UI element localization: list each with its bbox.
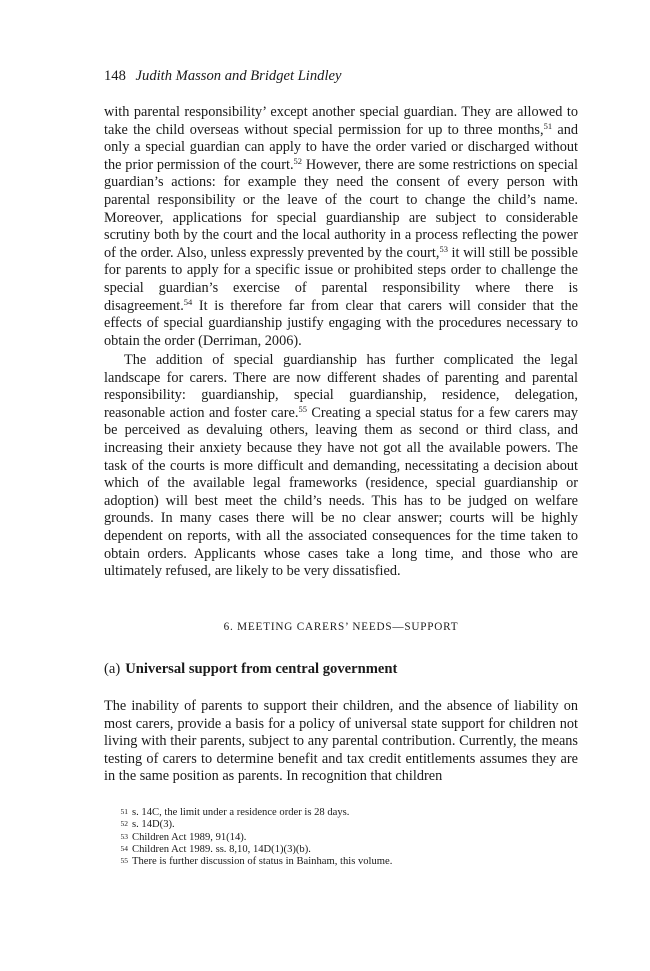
- footnote-52: [112, 819, 572, 831]
- subsection-title: Universal support from central government: [125, 661, 398, 677]
- footnote-ref-52[interactable]: 52: [293, 155, 303, 166]
- footnote-text: There is further discussion of status in Bainham, this volume.: [132, 856, 393, 868]
- footnote-number: 52: [120, 819, 128, 829]
- paragraph-1-text-3: However, there are some restrictions on special guardian’s actions: for example they need the consent of every person with parental responsibility or the leave of the court to change the child’s name. Moreover, applications for special guardianship are subject to considerable scrutiny both by the court and the local authority in a process reflecting the power of the order. Also, unless expressly prevented by the court,: [104, 156, 578, 261]
- paragraph-1-text-2: and only a special guardian can apply to have the order varied or discharged without the prior permission of the court.: [104, 121, 578, 173]
- section-heading: 6. MEETING CARERS’ NEEDS—SUPPORT: [223, 621, 459, 633]
- footnote-ref-55[interactable]: 55: [298, 403, 307, 414]
- footnote-text: Children Act 1989, 91(14).: [132, 831, 247, 843]
- footnote-text: s. 14C, the limit under a residence order is 28 days.: [132, 807, 350, 818]
- body-paragraph-2: [104, 352, 578, 581]
- footnote-51: [112, 807, 572, 819]
- footnote-text: Children Act 1989. ss. 8,10, 14D(1)(3)(b).: [132, 843, 311, 855]
- footnotes: [112, 807, 572, 868]
- paragraph-1-text-1: with parental responsibility’ except another special guardian. They are allowed to take the child overseas without special permission for up to three months,: [104, 104, 578, 138]
- running-header: [104, 67, 341, 85]
- paragraph-2-text-1: The addition of special guardianship has further complicated the legal landscape for carers. There are now different shades of parenting and parental responsibility: guardianship, special guardianship, residence, delegation, reasonable action and foster care.: [104, 352, 578, 421]
- footnote-number: 54: [120, 843, 128, 853]
- footnote-55: [112, 856, 572, 868]
- footnote-ref-54[interactable]: 54: [183, 296, 193, 307]
- subsection-heading: [104, 660, 397, 678]
- footnote-number: 51: [120, 807, 128, 816]
- paragraph-2-text-2: Creating a special status for a few carers may be perceived as devaluing others, leaving them as second or third class, and increasing their anxiety because they have not got all the available powers. The task of the courts is more difficult and demanding, necessitating a decision about which of the available legal frameworks (residence, special guardianship or adoption) will best meet the child’s needs. This has to be judged on welfare grounds. In many cases there will be no clear answer; courts will be highly dependent on reports, with all the associated consequences for the time taken to obtain orders. Applicants whose cases take a long time, and those who are ultimately refused, are likely to be very dissatisfied.: [104, 404, 579, 580]
- running-header-authors: Judith Masson and Bridget Lindley: [135, 68, 342, 84]
- page-number: 148: [104, 68, 126, 84]
- footnote-ref-51[interactable]: 51: [543, 120, 553, 131]
- subsection-label: (a): [104, 661, 121, 677]
- footnote-54: [112, 844, 572, 856]
- body-paragraph-3: The inability of parents to support their children, and the absence of liability on most carers, provide a basis for a policy of universal state support for children not living with their parents, subject to any parental contribution. Currently, the means testing of carers to determine benefit and tax credit entitlements assumes they are in the same position as parents. In recognition that children: [104, 698, 578, 785]
- paragraph-1-text-5: It is therefore far from clear that carers will consider that the effects of special guardianship justify engaging with the procedures necessary to obtain the order (Derriman, 2006).: [104, 297, 578, 349]
- body-paragraph-1: [104, 104, 578, 350]
- footnote-53: [112, 832, 572, 844]
- paragraph-1-text-4: it will still be possible for parents to apply for a specific issue or prohibited steps order to challenge the special guardian’s exercise of parental responsibility where there is disagreement.: [104, 244, 578, 314]
- footnote-ref-53[interactable]: 53: [439, 243, 448, 254]
- footnote-text: s. 14D(3).: [132, 819, 175, 831]
- footnote-number: 55: [120, 856, 128, 866]
- footnote-number: 53: [120, 831, 128, 841]
